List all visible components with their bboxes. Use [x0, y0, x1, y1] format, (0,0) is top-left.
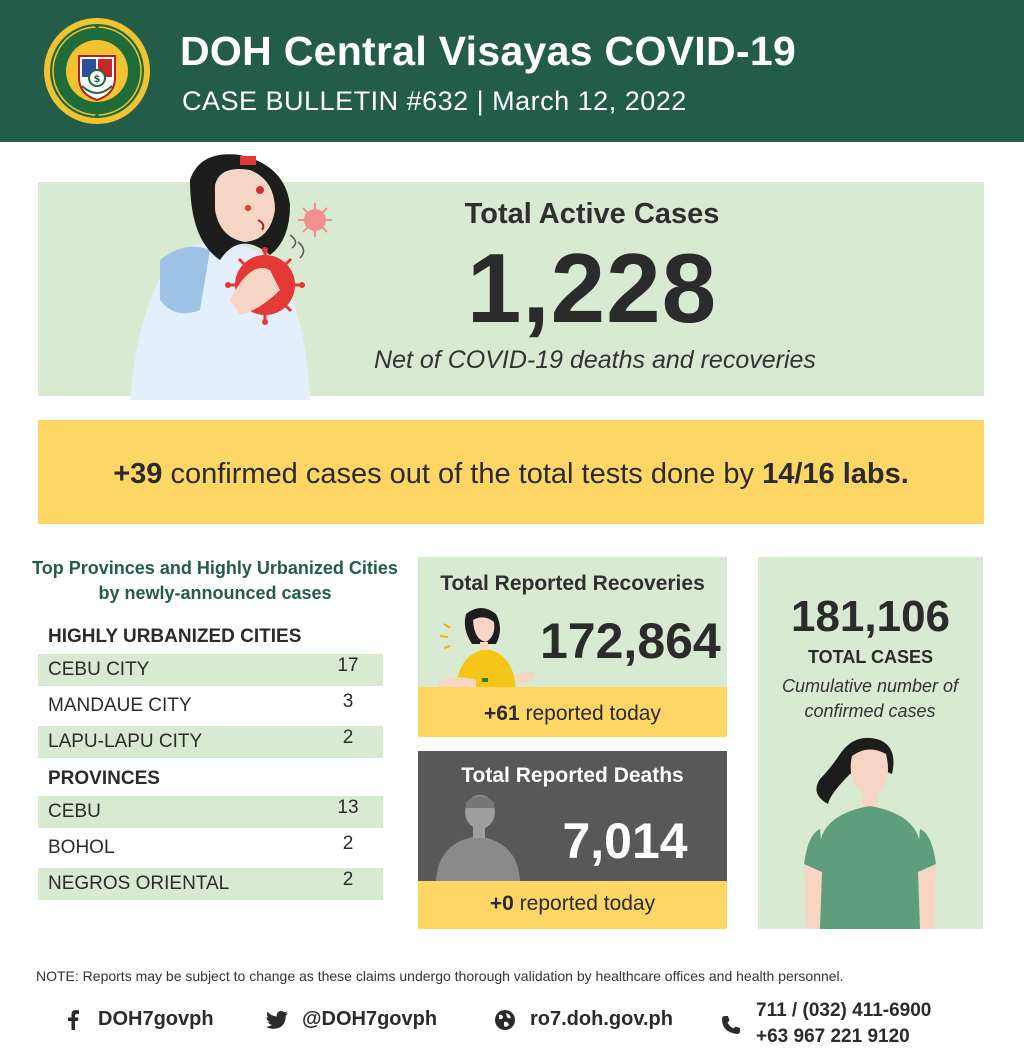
bulletin-title: DOH Central Visayas COVID-19: [180, 28, 797, 74]
total-cases-label: TOTAL CASES: [807, 647, 933, 667]
row-value: 2: [342, 833, 354, 854]
globe-icon: [494, 1009, 516, 1031]
active-cases-value: 1,228: [466, 233, 718, 343]
table-row: [38, 796, 383, 828]
deaths-today-label: reported today: [513, 892, 656, 915]
row-value: 2: [342, 727, 354, 748]
provinces-title-line2: by newly-announced cases: [98, 583, 332, 603]
deaths-value: 7,014: [562, 813, 688, 869]
labs-count: 14/16 labs.: [762, 458, 909, 490]
deaths-today-text: [418, 892, 727, 916]
recoveries-today-count: +61: [484, 702, 520, 725]
standing-woman-illustration: [800, 734, 940, 929]
footer-contacts: [0, 996, 1024, 1056]
recoveries-title: Total Reported Recoveries: [440, 572, 705, 595]
recoveries-today-label: reported today: [519, 702, 661, 725]
recoveries-today-text: [418, 702, 727, 726]
confirmed-cases-text: [38, 458, 984, 491]
website-link[interactable]: [494, 1008, 673, 1031]
facebook-link[interactable]: [62, 1008, 214, 1031]
coughing-woman-illustration: [120, 150, 350, 400]
disclaimer-note: NOTE: Reports may be subject to change as these claims undergo thorough validation by healthcare offices and health personnel.: [36, 968, 844, 984]
row-name: MANDAUE CITY: [48, 695, 192, 716]
facebook-icon: [62, 1009, 84, 1031]
row-name: BOHOL: [48, 837, 115, 858]
twitter-handle: @DOH7govph: [302, 1008, 438, 1030]
provinces-header: PROVINCES: [48, 768, 160, 789]
twitter-link[interactable]: [266, 1008, 437, 1031]
total-cases-note: [770, 674, 970, 724]
provinces-title-line1: Top Provinces and Highly Urbanized Cities: [32, 558, 398, 578]
row-name: LAPU-LAPU CITY: [48, 731, 203, 752]
header-banner: [0, 0, 1024, 142]
phone-icon: [720, 1014, 742, 1036]
confirmed-middle-text: confirmed cases out of the total tests done by: [162, 458, 763, 490]
deaths-title: Total Reported Deaths: [461, 764, 684, 787]
facebook-handle: DOH7govph: [98, 1008, 214, 1030]
huc-header: HIGHLY URBANIZED CITIES: [48, 626, 302, 647]
bulletin-subtitle: CASE BULLETIN #632 | March 12, 2022: [182, 86, 687, 116]
row-value: 17: [337, 655, 359, 676]
confirmed-count: +39: [113, 458, 163, 490]
phone-line1: 711 / (032) 411-6900: [756, 1000, 932, 1021]
total-cases-value: 181,106: [790, 592, 951, 641]
row-value: 13: [337, 797, 359, 818]
phone-numbers: [756, 998, 986, 1050]
recovered-woman-illustration: [436, 604, 546, 690]
active-cases-title: Total Active Cases: [464, 198, 720, 230]
total-cases-note-line2: confirmed cases: [804, 701, 936, 721]
phone-line2: +63 967 221 9120: [756, 1026, 910, 1047]
row-name: CEBU: [48, 801, 101, 822]
table-row: [38, 832, 383, 864]
doh-seal-logo: [42, 16, 152, 126]
twitter-icon: [266, 1009, 288, 1031]
table-row: [38, 690, 383, 722]
provinces-title: [30, 556, 400, 606]
recoveries-value: 172,864: [540, 613, 721, 669]
total-cases-note-line1: Cumulative number of: [781, 676, 959, 696]
website-url: ro7.doh.gov.ph: [530, 1008, 673, 1030]
table-row: [38, 654, 383, 686]
table-row: [38, 726, 383, 758]
row-name: CEBU CITY: [48, 659, 150, 680]
deaths-today-count: +0: [489, 892, 514, 915]
svg-text:$: $: [93, 74, 101, 85]
row-value: 3: [342, 691, 354, 712]
active-cases-note: Net of COVID-19 deaths and recoveries: [374, 346, 816, 374]
person-silhouette-illustration: [432, 792, 524, 881]
row-name: NEGROS ORIENTAL: [48, 873, 230, 894]
row-value: 2: [342, 869, 354, 890]
table-row: [38, 868, 383, 900]
provinces-table: [38, 620, 383, 904]
